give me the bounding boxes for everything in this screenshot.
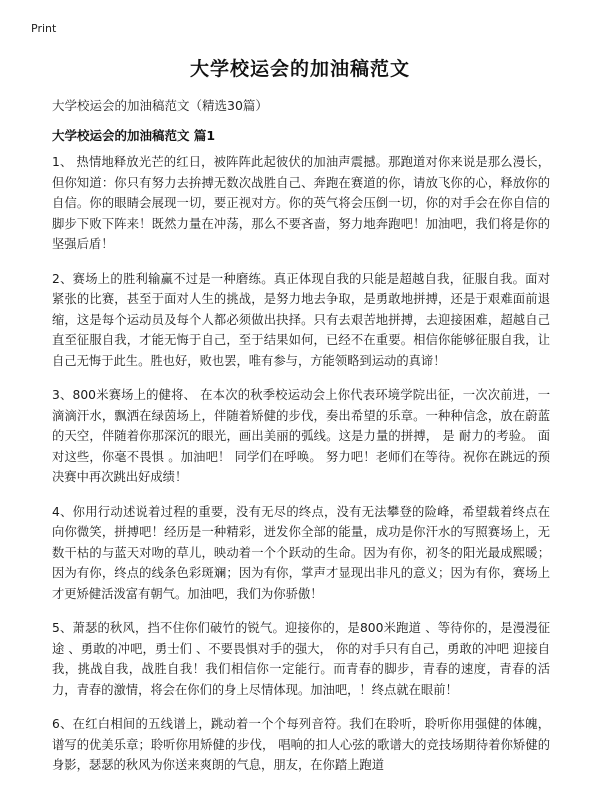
print-label[interactable]: Print	[31, 22, 57, 35]
page-title: 大学校运会的加油稿范文	[189, 58, 410, 80]
paragraph-2: 2、赛场上的胜利输赢不过是一种磨练。真正体现自我的只能是超越自我，征服自我。面对紧张的比赛，甚至于面对人生的挑战，是努力地去争取，是勇敢地拼搏，还是于艰难面前退缩，这是每个运动员及每个人都必须做出抉择。只有去艰苦地拼搏，去迎接困难，超越自己直至征服自我，才能无悔于自己，至于结果如何，已经不在重要。相信你能够征服自我，让自己无悔于此生。胜也好，败也罢，唯有参与，方能领略到运动的真谛！	[52, 271, 550, 368]
paragraph-4: 4、你用行动述说着过程的重要，没有无尽的终点，没有无法攀登的险峰，希望载着终点在向你微笑，拼搏吧！经历是一种精彩，迸发你全部的能量，成功是你汗水的写照赛场上，无数干枯的与蓝天对吻的草儿，映动着一个个跃动的生命。因为有你，初冬的阳光最成熙暖；因为有你，终点的线条色彩斑斓；因为有你，掌声才显现出非凡的意义；因为有你，赛场上才更矫健活泼富有朝气。加油吧，我们为你骄傲！	[52, 504, 550, 601]
paragraph-6: 6、在红白相间的五线谱上，跳动着一个个每列音符。我们在聆听，聆听你用强健的体魄，谱写的优美乐章；聆听你用矫健的步伐， 唱响的扣人心弦的歌谱大的竞技场期待着你矫健的身影，瑟瑟的秋风为你送来爽朗的气息，朋友，在你踏上跑道	[52, 717, 550, 772]
document-subtitle: 大学校运会的加油稿范文（精选30篇）	[52, 98, 268, 113]
section-heading: 大学校运会的加油稿范文 篇1	[52, 128, 216, 143]
paragraph-5: 5、萧瑟的秋风，挡不住你们破竹的锐气。迎接你的，是800米跑道 、等待你的，是漫漫征途 、勇敢的冲吧，勇士们 、不要畏惧对手的强大， 你的对手只有自己，勇敢的冲吧 迎接自我，挑战自我，战胜自我！我们相信你一定能行。而青春的脚步，青春的速度，青春的活力，青春的激情，将会在你们的身上尽情体现。加油吧，！终点就在眼前！	[52, 621, 550, 697]
paragraph-1: 1、 热情地释放光芒的红日，被阵阵此起彼伏的加油声震撼。那跑道对你来说是那么漫长，但你知道：你只有努力去拚搏无数次战胜自己、奔跑在赛道的你，请放飞你的心，释放你的自信。你的眼睛会展现一切，要正视对方。你的英气将会压倒一切，你的对手会在你自信的脚步下败下阵来！既然力量在冲荡，那么不要吝啬，努力地奔跑吧！加油吧，我们将是你的坚强后盾！	[52, 155, 550, 251]
paragraph-3: 3、800米赛场上的健将、 在本次的秋季校运动会上你代表环境学院出征，一次次前进，一滴滴汗水，飘洒在绿茵场上，伴随着矫健的步伐，奏出希望的乐章。一种种信念，放在蔚蓝的天空，伴随着你那深沉的眼光，画出美丽的弧线。这是力量的拼搏， 是 耐力的考验。 面对这些，你毫不畏惧 。加油吧！ 同学们在呼唤。 努力吧！老师们在等待。祝你在跳远的预决赛中再次跳出好成绩！	[52, 388, 550, 484]
article-body	[52, 152, 550, 790]
